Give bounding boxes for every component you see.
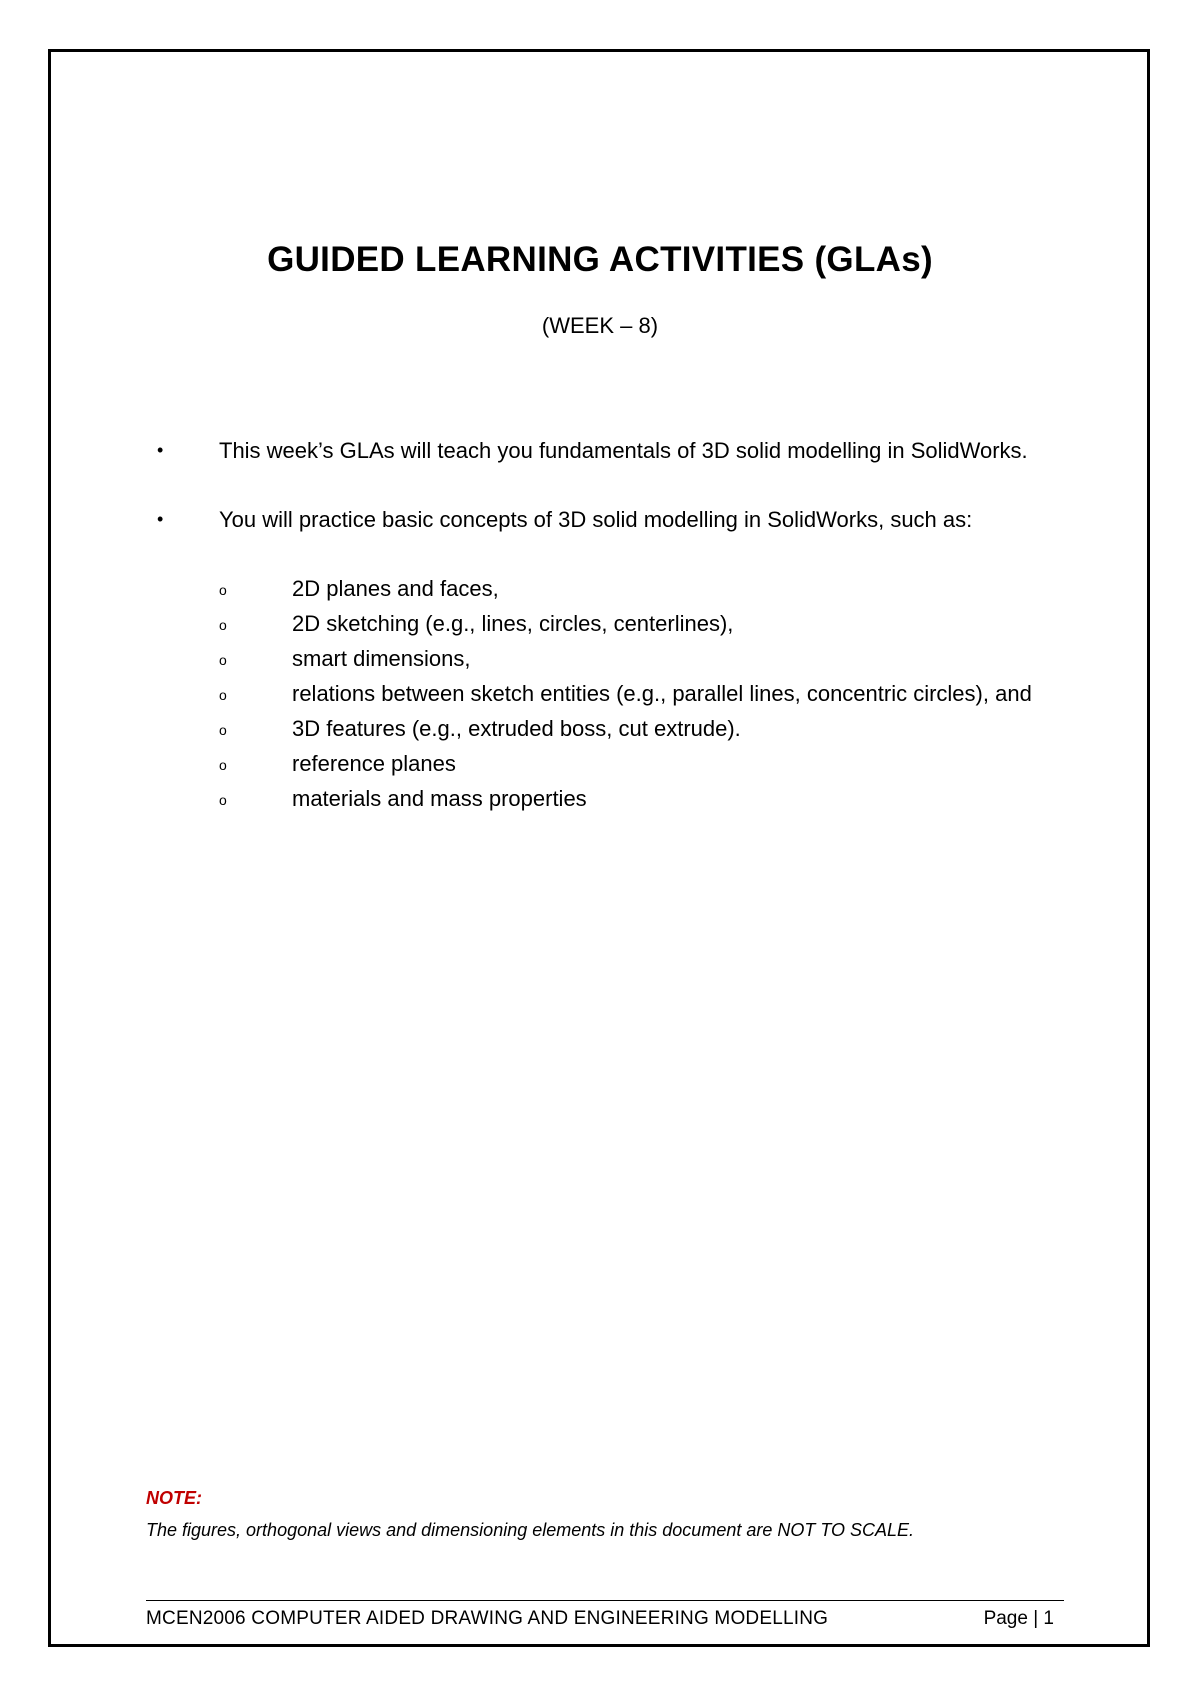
sub-item-text: relations between sketch entities (e.g., parallel lines, concentric circles), and	[292, 681, 1032, 706]
circle-bullet-icon: o	[219, 687, 227, 703]
sub-item-text: 2D planes and faces,	[292, 576, 499, 601]
bullet-icon: •	[157, 509, 164, 529]
bullet-item	[150, 433, 1060, 468]
circle-bullet-icon: o	[219, 757, 227, 773]
bullet-icon: •	[157, 440, 164, 460]
bullet-text: This week’s GLAs will teach you fundamentals of 3D solid modelling in SolidWorks.	[219, 438, 1028, 463]
footer-divider	[146, 1600, 1064, 1601]
sub-list-item	[219, 746, 1060, 781]
bullet-item	[150, 502, 1060, 816]
note-text: The figures, orthogonal views and dimensioning elements in this document are NOT TO SCALE.	[146, 1520, 915, 1540]
page-title: GUIDED LEARNING ACTIVITIES (GLAs)	[267, 240, 933, 279]
circle-bullet-icon: o	[219, 582, 227, 598]
sub-item-text: materials and mass properties	[292, 786, 587, 811]
sub-list-item	[219, 781, 1060, 816]
footer-course-title: MCEN2006 COMPUTER AIDED DRAWING AND ENGINEERING MODELLING	[146, 1608, 829, 1629]
circle-bullet-icon: o	[219, 722, 227, 738]
note-label: NOTE:	[146, 1488, 202, 1508]
sub-list-item	[219, 711, 1060, 746]
circle-bullet-icon: o	[219, 792, 227, 808]
sub-list-item	[219, 571, 1060, 606]
sub-list-item	[219, 641, 1060, 676]
bullet-text: You will practice basic concepts of 3D solid modelling in SolidWorks, such as:	[219, 507, 973, 532]
sub-item-text: 2D sketching (e.g., lines, circles, centerlines),	[292, 611, 734, 636]
bullet-list	[150, 433, 1060, 850]
sub-list-item	[219, 676, 1060, 711]
sub-item-text: smart dimensions,	[292, 646, 471, 671]
circle-bullet-icon: o	[219, 652, 227, 668]
circle-bullet-icon: o	[219, 617, 227, 633]
sub-list-item	[219, 606, 1060, 641]
sub-item-text: 3D features (e.g., extruded boss, cut extrude).	[292, 716, 741, 741]
sub-item-text: reference planes	[292, 751, 456, 776]
footer-page-number: Page | 1	[983, 1608, 1054, 1629]
week-subtitle: (WEEK – 8)	[541, 313, 659, 338]
sub-list	[219, 571, 1060, 816]
